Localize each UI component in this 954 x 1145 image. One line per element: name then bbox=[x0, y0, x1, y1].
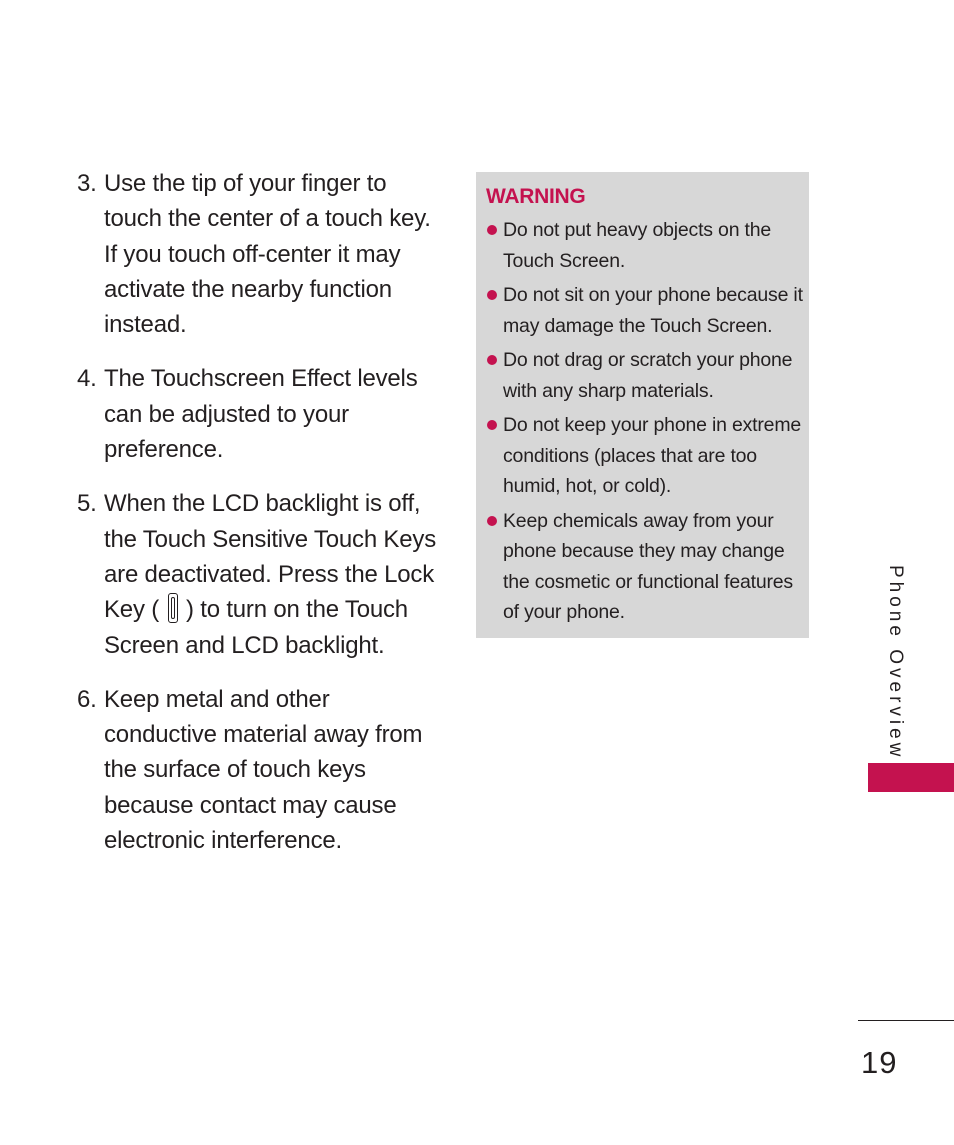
step-text: Use the tip of your finger to touch the center of a touch key. If you touch off-center it may activate the nearby function instead. bbox=[104, 170, 431, 339]
step-number: 5. bbox=[77, 490, 97, 518]
step-text-before: When the LCD backlight is off, the Touch Sensitive Touch Keys are deactivated. Press the Lock Key ( bbox=[104, 490, 436, 624]
warning-item bbox=[486, 345, 809, 406]
warning-title: WARNING bbox=[486, 185, 586, 208]
instruction-steps bbox=[77, 166, 447, 877]
bullet-icon bbox=[487, 290, 497, 300]
step-item bbox=[77, 166, 447, 342]
lock-key-icon bbox=[168, 593, 178, 623]
page-number: 19 bbox=[861, 1045, 898, 1080]
step-number: 6. bbox=[77, 685, 97, 713]
warning-item-text: Keep chemicals away from your phone because they may change the cosmetic or functional features of your phone. bbox=[503, 509, 793, 623]
step-text bbox=[104, 486, 447, 662]
step-number: 3. bbox=[77, 170, 97, 197]
bullet-icon bbox=[487, 225, 497, 235]
warning-item-text: Do not keep your phone in extreme conditions (places that are too humid, hot, or cold). bbox=[503, 414, 802, 497]
section-tab-marker bbox=[868, 763, 954, 792]
bullet-icon bbox=[487, 355, 497, 365]
warning-item bbox=[486, 506, 809, 628]
warning-item bbox=[486, 215, 809, 276]
warning-item bbox=[486, 280, 809, 341]
warning-item-text: Do not put heavy objects on the Touch Screen. bbox=[503, 219, 772, 272]
warning-item-text: Do not drag or scratch your phone with any sharp materials. bbox=[503, 349, 793, 402]
footer-divider bbox=[858, 1020, 954, 1021]
step-item bbox=[77, 486, 447, 662]
step-text: Keep metal and other conductive material away from the surface of touch keys because contact may cause electronic interference. bbox=[104, 685, 423, 855]
step-text: The Touchscreen Effect levels can be adjusted to your preference. bbox=[104, 365, 418, 464]
bullet-icon bbox=[487, 420, 497, 430]
section-label: Phone Overview bbox=[885, 565, 906, 761]
warning-list bbox=[486, 215, 809, 628]
warning-box bbox=[476, 172, 809, 638]
step-item bbox=[77, 682, 447, 858]
step-number: 4. bbox=[77, 365, 97, 393]
bullet-icon bbox=[487, 516, 497, 526]
step-item bbox=[77, 361, 447, 467]
warning-item-text: Do not sit on your phone because it may damage the Touch Screen. bbox=[503, 284, 803, 337]
warning-item bbox=[486, 410, 809, 502]
step-text-after: ) to turn on the Touch Screen and LCD backlight. bbox=[104, 596, 408, 659]
